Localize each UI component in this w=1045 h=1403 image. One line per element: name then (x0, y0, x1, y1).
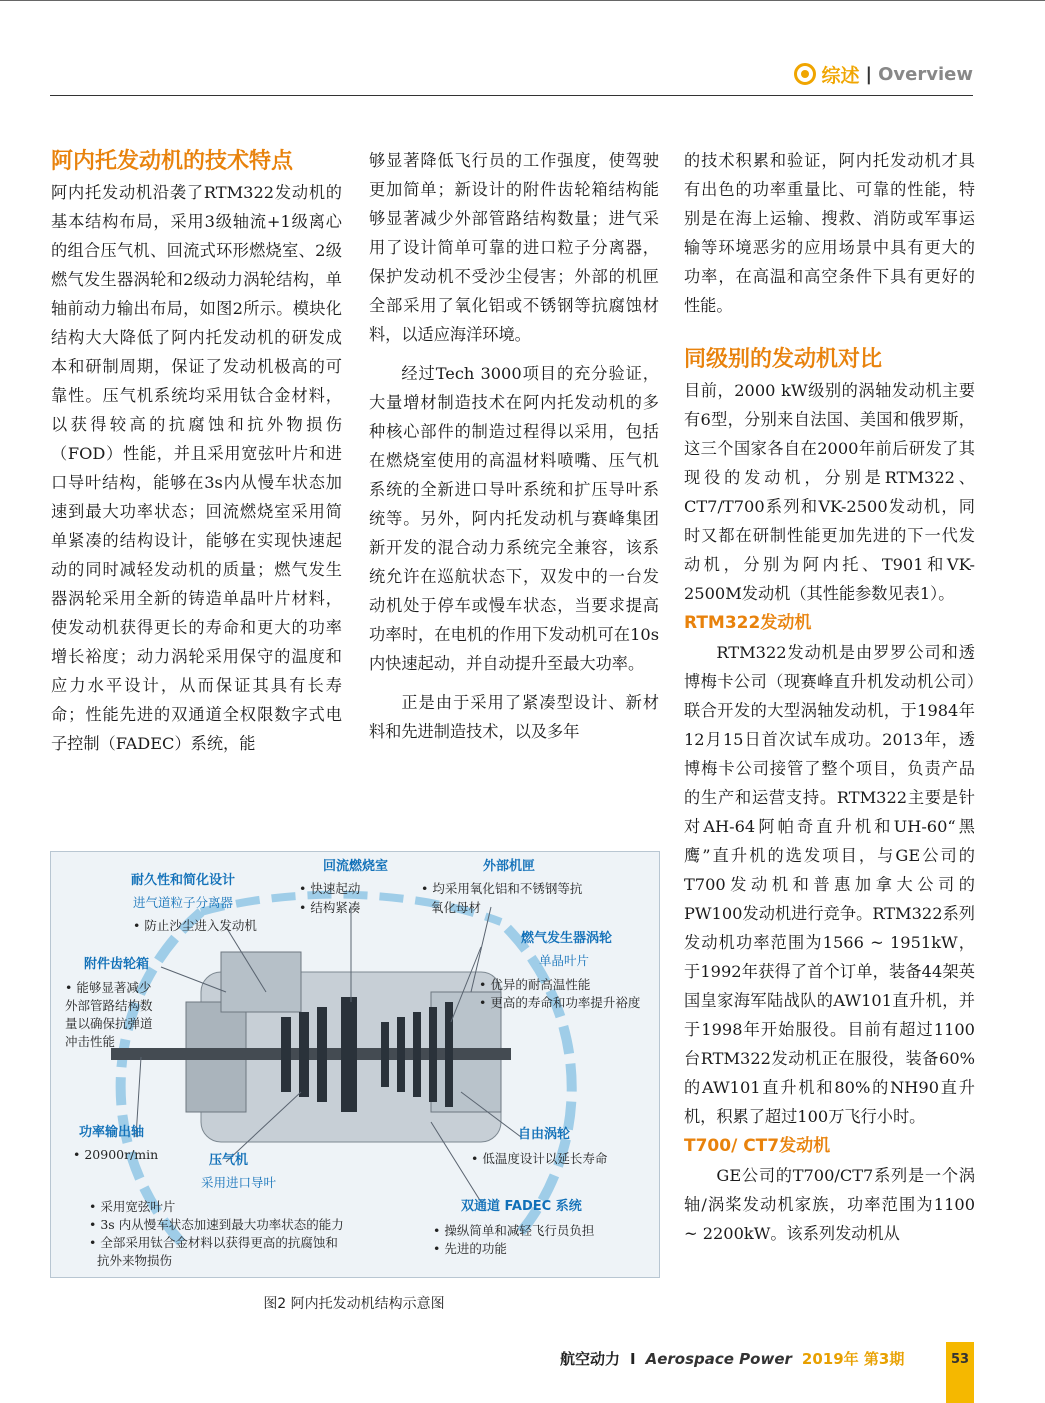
body-paragraph: 经过Tech 3000项目的充分验证，大量增材制造技术在阿内托发动机的多种核心部件的制造过程得以采用，包括在燃烧室使用的高温材料喷嘴、压气机系统的全新进口导叶系统和扩压导叶系统等。另外，阿内托发动机与赛峰集团新开发的混合动力系统完全兼容，该系统允许在巡航状态下，双发中的一台发动机处于停车或慢车状态，当要求提高功率时，在电机的作用下发动机可在10s内快速起动，并自动提升至最大功率。 (369, 364, 659, 673)
section-separator: | (865, 63, 873, 85)
figure-caption: 图2 阿内托发动机结构示意图 (263, 1296, 445, 1312)
label-fadec-bullet-2: • 先进的功能 (433, 1241, 507, 1256)
label-fadec-bullet-1: • 操纵简单和减轻飞行员负担 (433, 1223, 595, 1238)
page-number: 53 (946, 1342, 974, 1403)
label-casing-title: 外部机匣 (483, 859, 536, 874)
subheading-t700: T700/ CT7发动机 (684, 1136, 831, 1156)
section-en: Overview (878, 63, 973, 85)
label-compressor-bullet-4: 抗外来物损伤 (97, 1253, 173, 1268)
body-paragraph: 目前，2000 kW级别的涡轴发动机主要有6型，分别来自法国、美国和俄罗斯，这三个国家各自在2000年前后研发了其现役的发动机，分别是RTM322、CT7/T700系列和VK-2500发动机，同时又都在研制性能更加先进的下一代发动机，分别为阿内托、T901和VK-2500M发动机（其性能参数见表1）。 (684, 381, 975, 603)
label-casing-bullet-1: • 均采用氧化铝和不锈钢等抗 (421, 881, 583, 896)
label-shaft-bullet: • 20900r/min (73, 1147, 159, 1162)
label-gasgen-sub: 单晶叶片 (539, 953, 590, 968)
section-zh: 综述 (821, 64, 860, 87)
label-combustor-title: 回流燃烧室 (323, 859, 389, 874)
sun-logo-icon (794, 63, 816, 85)
column-3 (684, 146, 975, 1248)
label-gearbox-bullet-2: 外部管路结构数 (65, 998, 153, 1013)
top-rule (0, 0, 1045, 1)
label-shaft-title: 功率输出轴 (79, 1125, 145, 1140)
body-paragraph: RTM322发动机是由罗罗公司和透博梅卡公司（现赛峰直升机发动机公司）联合开发的大型涡轴发动机，于1984年12月15日首次试车成功。2013年，透博梅卡公司接管了整个项目，负责产品的生产和运营支持。RTM322主要是针对AH-64阿帕奇直升机和UH-60“黑鹰”直升机的选发项目，与GE公司的T700发动机和普惠加拿大公司的PW100发动机进行竞争。RTM322系列发动机功率范围为1566 ~ 1951kW，于1992年获得了首个订单，装备44架英国皇家海军陆战队的AW101直升机，并于1998年开始服役。目前有超过1100台RTM322发动机正在服役，装备60%的AW101直升机和80%的NH90直升机，积累了超过100万飞行小时。 (684, 643, 975, 1126)
page-footer (560, 1348, 904, 1369)
label-casing-bullet-2: 氧化母材 (431, 900, 482, 915)
label-combustor-bullet-1: • 快速起动 (299, 881, 361, 896)
body-paragraph: GE公司的T700/CT7系列是一个涡轴/涡桨发动机家族，功率范围为1100 ~ 2200kW。该系列发动机从 (684, 1166, 975, 1243)
body-paragraph: 阿内托发动机沿袭了RTM322发动机的基本结构布局，采用3级轴流+1级离心的组合压气机、回流式环形燃烧室、2级燃气发生器涡轮和2级动力涡轮结构，单轴前动力输出布局，如图2所示。模块化结构大大降低了阿内托发动机的研发成本和研制周期，保证了发动机极高的可靠性。压气机系统均采用钛合金材料，以获得较高的抗腐蚀和抗外物损伤（FOD）性能，并且采用宽弦叶片和进口导叶结构，能够在3s内从慢车状态加速到最大功率状态；回流燃烧室采用简单紧凑的结构设计，能够在实现快速起动的同时减轻发动机的质量；燃气发生器涡轮采用全新的铸造单晶叶片材料，使发动机获得更长的寿命和更大的功率增长裕度；动力涡轮采用保守的温度和应力水平设计，从而保证其具有长寿命；性能先进的双通道全权限数字式电子控制（FADEC）系统，能 (51, 183, 342, 753)
label-durability-title: 耐久性和简化设计 (131, 873, 236, 888)
label-compressor-bullet-3: • 全部采用钛合金材料以获得更高的抗腐蚀和 (89, 1235, 338, 1250)
subheading-rtm322: RTM322发动机 (684, 613, 812, 633)
label-durability-sub: 进气道粒子分离器 (133, 895, 234, 910)
label-fadec-title: 双通道 FADEC 系统 (461, 1199, 582, 1214)
label-compressor-title: 压气机 (209, 1153, 249, 1168)
section-heading-compare: 同级别的发动机对比 (684, 347, 883, 372)
label-gearbox-title: 附件齿轮箱 (84, 957, 150, 972)
label-freeturbine-title: 自由涡轮 (518, 1127, 571, 1142)
label-durability-bullet: • 防止沙尘进入发动机 (133, 918, 257, 933)
label-gasgen-bullet-1: • 优异的耐高温性能 (479, 977, 591, 992)
label-compressor-bullet-2: • 3s 内从慢车状态加速到最大功率状态的能力 (89, 1217, 344, 1232)
column-2 (369, 146, 659, 746)
footer-separator: I (630, 1349, 636, 1368)
label-gasgen-title: 燃气发生器涡轮 (521, 931, 613, 946)
label-gearbox-bullet-4: 冲击性能 (65, 1034, 116, 1049)
label-gearbox-bullet-3: 量以确保抗弹道 (65, 1016, 153, 1031)
header-rule (50, 95, 973, 96)
journal-title-zh: 航空动力 (560, 1350, 621, 1368)
body-paragraph: 的技术积累和验证，阿内托发动机才具有出色的功率重量比、可靠的性能，特别是在海上运输、搜救、消防或军事运输等环境恶劣的应用场景中具有更大的功率，在高温和高空条件下具有更好的性能。 (684, 151, 975, 315)
section-tag (794, 60, 973, 88)
label-combustor-bullet-2: • 结构紧凑 (299, 900, 361, 915)
body-paragraph: 够显著降低飞行员的工作强度，使驾驶更加简单；新设计的附件齿轮箱结构能够显著减少外部管路结构数量；进气采用了设计简单可靠的进口粒子分离器，保护发动机不受沙尘侵害；外部的机匣全部采用了氧化铝或不锈钢等抗腐蚀材料，以适应海洋环境。 (369, 151, 659, 344)
column-1 (51, 146, 342, 758)
label-gasgen-bullet-2: • 更高的寿命和功率提升裕度 (479, 995, 641, 1010)
body-paragraph: 正是由于采用了紧凑型设计、新材料和先进制造技术，以及多年 (369, 693, 659, 741)
issue-label: 2019年 第3期 (801, 1350, 905, 1368)
label-gearbox-bullet-1: • 能够显著减少 (65, 980, 152, 995)
label-compressor-sub: 采用进口导叶 (201, 1175, 277, 1190)
label-compressor-bullet-1: • 采用宽弦叶片 (89, 1199, 176, 1214)
label-freeturbine-bullet: • 低温度设计以延长寿命 (471, 1151, 608, 1166)
journal-title-en: Aerospace Power (645, 1349, 792, 1368)
engine-structure-figure (50, 851, 660, 1278)
section-heading-tech: 阿内托发动机的技术特点 (51, 149, 294, 174)
